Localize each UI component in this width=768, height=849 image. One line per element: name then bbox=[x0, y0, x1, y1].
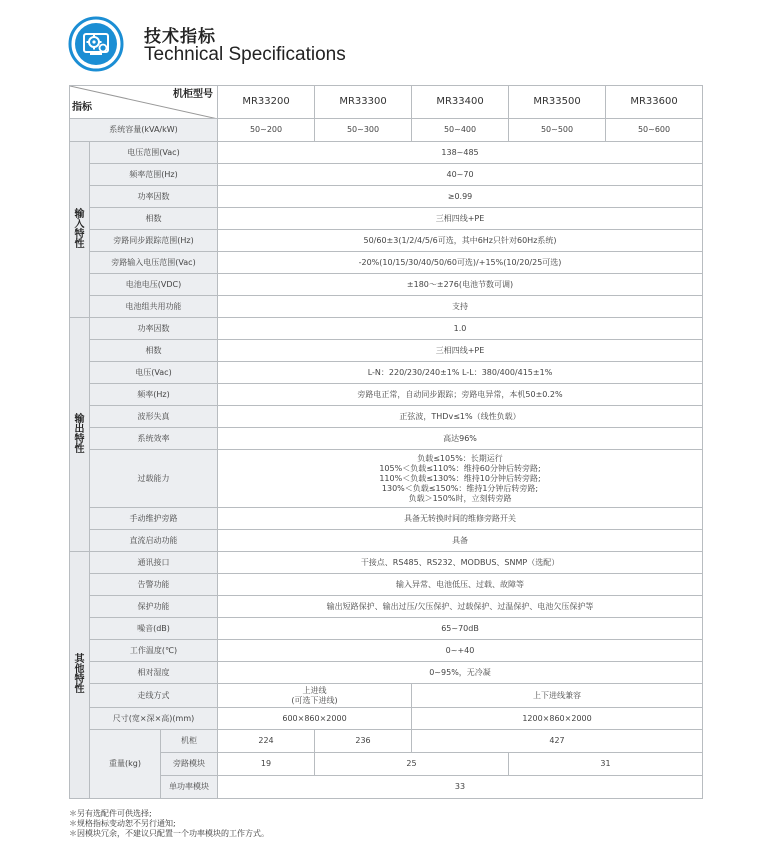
table-row bbox=[70, 406, 703, 428]
cell-value: -20%(10/15/30/40/50/60可选)/+15%(10/20/25可选) bbox=[218, 252, 703, 274]
cell-value: 50~300 bbox=[315, 119, 412, 142]
table-row bbox=[70, 596, 703, 618]
row-label: 相数 bbox=[90, 208, 218, 230]
table-row bbox=[70, 274, 703, 296]
cell-value: 138~485 bbox=[218, 142, 703, 164]
overload-line: 105%＜负载≤110%：维持60分钟后转旁路; bbox=[379, 463, 541, 473]
overload-cell bbox=[218, 450, 703, 508]
cell-value: 50~200 bbox=[218, 119, 315, 142]
category-other bbox=[70, 552, 90, 799]
cell-value: 1.0 bbox=[218, 318, 703, 340]
row-label: 过载能力 bbox=[90, 450, 218, 508]
cell-value: 上下进线兼容 bbox=[412, 684, 703, 708]
overload-line: 110%＜负载≤130%：维持10分钟后转旁路; bbox=[379, 473, 541, 483]
table-row bbox=[70, 208, 703, 230]
row-label: 电池电压(VDC) bbox=[90, 274, 218, 296]
cell-value: 19 bbox=[218, 753, 315, 776]
table-row bbox=[70, 708, 703, 730]
footnote: ＊另有选配件可供选择; bbox=[69, 809, 152, 818]
row-label: 功率因数 bbox=[90, 318, 218, 340]
table-row bbox=[70, 296, 703, 318]
table-header-row bbox=[70, 86, 703, 119]
row-label: 功率因数 bbox=[90, 186, 218, 208]
table-row bbox=[70, 640, 703, 662]
table-row bbox=[70, 776, 703, 799]
row-label: 频率范围(Hz) bbox=[90, 164, 218, 186]
table-row bbox=[70, 186, 703, 208]
cell-value: 236 bbox=[315, 730, 412, 753]
cell-value: 25 bbox=[315, 753, 509, 776]
cell-value: 1200×860×2000 bbox=[412, 708, 703, 730]
row-label: 走线方式 bbox=[90, 684, 218, 708]
table-row bbox=[70, 552, 703, 574]
table-row bbox=[70, 142, 703, 164]
row-label: 波形失真 bbox=[90, 406, 218, 428]
cell-value: 正弦波，THDv≤1%（线性负载） bbox=[218, 406, 703, 428]
table-row bbox=[70, 230, 703, 252]
specifications-table bbox=[69, 85, 703, 799]
cabling-left-cell bbox=[218, 684, 412, 708]
sub-row-label: 单功率模块 bbox=[161, 776, 218, 799]
row-label: 直流启动功能 bbox=[90, 530, 218, 552]
model-header: MR33500 bbox=[509, 86, 606, 119]
cell-value: 支持 bbox=[218, 296, 703, 318]
row-label: 相数 bbox=[90, 340, 218, 362]
table-row bbox=[70, 362, 703, 384]
corner-label-spec: 指标 bbox=[72, 102, 92, 113]
table-row bbox=[70, 428, 703, 450]
cabling-left-line: 上进线 bbox=[302, 685, 327, 695]
cell-value: 33 bbox=[218, 776, 703, 799]
cell-value: 干接点、RS485、RS232、MODBUS、SNMP（选配） bbox=[218, 552, 703, 574]
cell-value: ≥0.99 bbox=[218, 186, 703, 208]
table-row bbox=[70, 574, 703, 596]
cell-value: ±180～±276(电池节数可调) bbox=[218, 274, 703, 296]
cell-value: L-N：220/230/240±1% L-L：380/400/415±1% bbox=[218, 362, 703, 384]
cell-value: 0~+40 bbox=[218, 640, 703, 662]
row-label: 告警功能 bbox=[90, 574, 218, 596]
table-row bbox=[70, 164, 703, 186]
overload-line: 负载≤105%：长期运行 bbox=[417, 453, 503, 463]
title-english: Technical Specifications bbox=[144, 44, 346, 65]
cell-value: 高达96% bbox=[218, 428, 703, 450]
footnote: ＊因模块冗余，不建议只配置一个功率模块的工作方式。 bbox=[69, 829, 269, 838]
header-corner-cell bbox=[70, 86, 218, 119]
table-row bbox=[70, 730, 703, 753]
table-row bbox=[70, 662, 703, 684]
cell-value: 三相四线+PE bbox=[218, 340, 703, 362]
category-label: 其他特性 bbox=[74, 654, 85, 695]
row-label: 频率(Hz) bbox=[90, 384, 218, 406]
row-label: 旁路输入电压范围(Vac) bbox=[90, 252, 218, 274]
model-header: MR33200 bbox=[218, 86, 315, 119]
row-label: 保护功能 bbox=[90, 596, 218, 618]
model-header: MR33300 bbox=[315, 86, 412, 119]
gear-settings-icon bbox=[68, 16, 124, 72]
sub-row-label: 机柜 bbox=[161, 730, 218, 753]
row-label: 旁路同步跟踪范围(Hz) bbox=[90, 230, 218, 252]
model-header: MR33400 bbox=[412, 86, 509, 119]
cell-value: 具备 bbox=[218, 530, 703, 552]
category-label: 输出特性 bbox=[74, 413, 85, 455]
page-header bbox=[68, 14, 708, 74]
table-row bbox=[70, 684, 703, 708]
cell-value: 三相四线+PE bbox=[218, 208, 703, 230]
row-label: 工作温度(℃) bbox=[90, 640, 218, 662]
table-row bbox=[70, 119, 703, 142]
cell-value: 旁路电正常，自动同步跟踪；旁路电异常，本机50±0.2% bbox=[218, 384, 703, 406]
overload-line: 负载＞150%时，立刻转旁路 bbox=[408, 493, 512, 503]
row-label: 尺寸(宽×深×高)(mm) bbox=[90, 708, 218, 730]
table-row bbox=[70, 753, 703, 776]
cell-value: 输入异常、电池低压、过载、故障等 bbox=[218, 574, 703, 596]
title-chinese: 技术指标 bbox=[144, 27, 216, 47]
cell-value: 0~95%，无冷凝 bbox=[218, 662, 703, 684]
row-label: 电压(Vac) bbox=[90, 362, 218, 384]
footnotes bbox=[69, 809, 269, 839]
cell-value: 40~70 bbox=[218, 164, 703, 186]
table-row bbox=[70, 318, 703, 340]
table-row bbox=[70, 508, 703, 530]
footnote: ＊规格指标变动恕不另行通知; bbox=[69, 819, 176, 828]
row-label: 手动维护旁路 bbox=[90, 508, 218, 530]
row-label: 系统效率 bbox=[90, 428, 218, 450]
corner-label-model: 机柜型号 bbox=[173, 89, 214, 100]
row-label: 噪音(dB) bbox=[90, 618, 218, 640]
cell-value: 65~70dB bbox=[218, 618, 703, 640]
category-input bbox=[70, 142, 90, 318]
row-label: 系统容量(kVA/kW) bbox=[70, 119, 218, 142]
cell-value: 224 bbox=[218, 730, 315, 753]
cell-value: 50~400 bbox=[412, 119, 509, 142]
cell-value: 50~500 bbox=[509, 119, 606, 142]
row-label: 电压范围(Vac) bbox=[90, 142, 218, 164]
row-label: 通讯接口 bbox=[90, 552, 218, 574]
row-label: 相对湿度 bbox=[90, 662, 218, 684]
table-row bbox=[70, 450, 703, 508]
cell-value: 427 bbox=[412, 730, 703, 753]
cell-value: 50/60±3(1/2/4/5/6可选，其中6Hz只针对60Hz系统) bbox=[218, 230, 703, 252]
cabling-left-line: (可选下进线) bbox=[291, 695, 338, 705]
table-row bbox=[70, 340, 703, 362]
category-output bbox=[70, 318, 90, 552]
table-row bbox=[70, 252, 703, 274]
cell-value: 具备无转换时间的维修旁路开关 bbox=[218, 508, 703, 530]
sub-row-label: 旁路模块 bbox=[161, 753, 218, 776]
table-row bbox=[70, 530, 703, 552]
table-row bbox=[70, 618, 703, 640]
row-label: 电池组共用功能 bbox=[90, 296, 218, 318]
cell-value: 31 bbox=[509, 753, 703, 776]
category-label: 输入特性 bbox=[74, 208, 85, 250]
table-row bbox=[70, 384, 703, 406]
row-label: 重量(kg) bbox=[90, 730, 161, 799]
cell-value: 600×860×2000 bbox=[218, 708, 412, 730]
cell-value: 50~600 bbox=[606, 119, 703, 142]
model-header: MR33600 bbox=[606, 86, 703, 119]
overload-line: 130%＜负载≤150%：维持1分钟后转旁路; bbox=[381, 483, 539, 493]
cell-value: 输出短路保护、输出过压/欠压保护、过载保护、过温保护、电池欠压保护等 bbox=[218, 596, 703, 618]
